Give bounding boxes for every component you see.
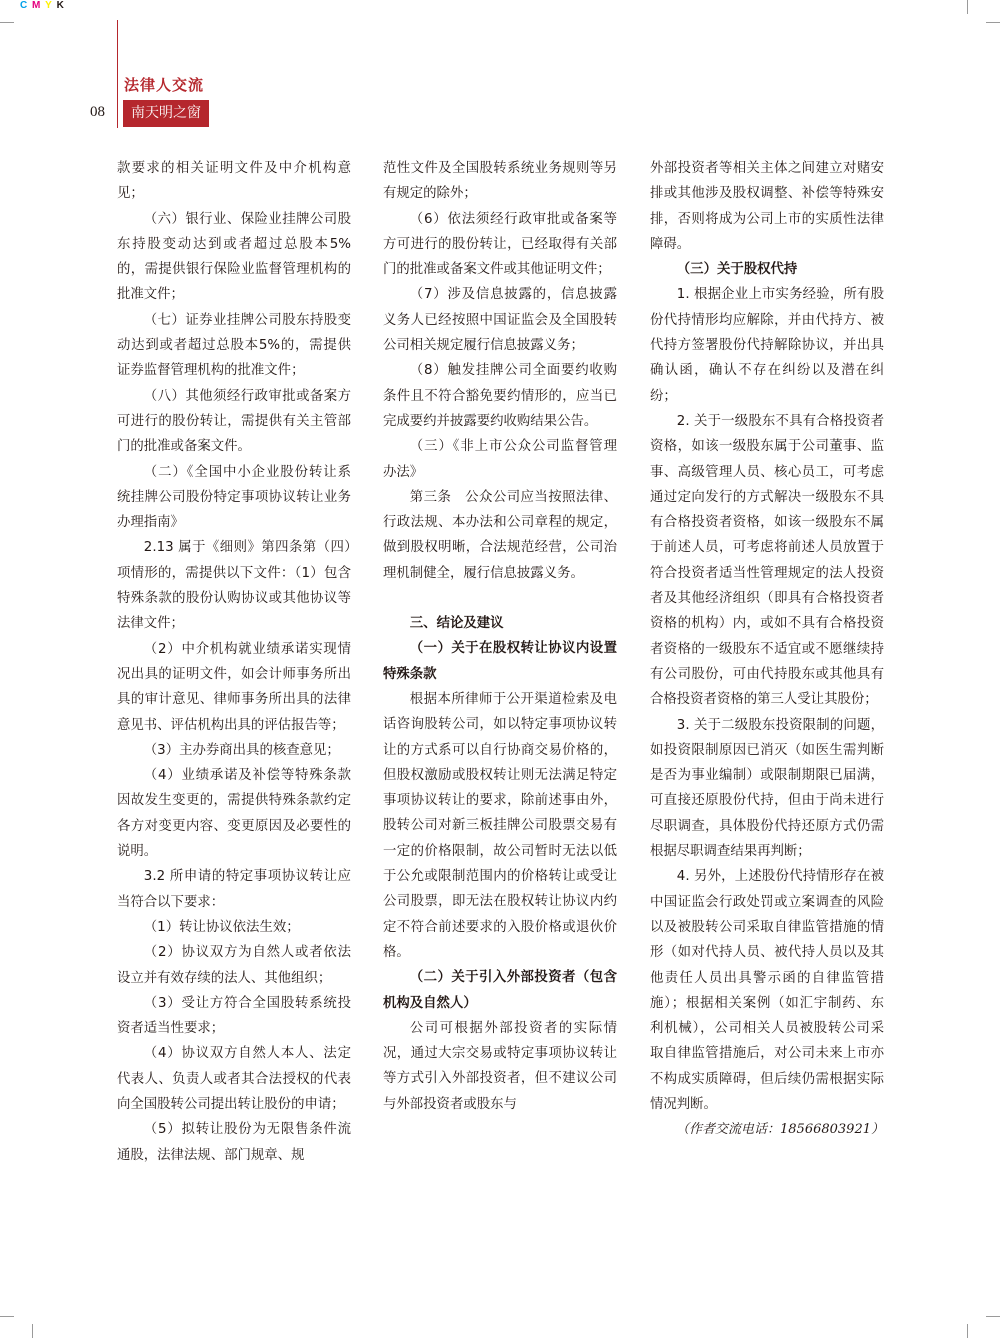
paragraph: 款要求的相关证明文件及中介机构意见；	[117, 161, 351, 202]
chapter-heading: 三、结论及建议	[409, 616, 504, 632]
paragraph: （二）《全国中小企业股份转让系统挂牌公司股份特定事项协议转让业务办理指南》	[117, 464, 351, 531]
page-number: 08	[90, 104, 105, 120]
paragraph: （三）《非上市公众公司监督管理办法》	[383, 439, 617, 480]
author-note: （作者交流电话：18566803921）	[676, 1122, 884, 1138]
paragraph: （2）协议双方为自然人或者依法设立并有效存续的法人、其他组织；	[117, 945, 351, 986]
paragraph: 3.2 所申请的特定事项协议转让应当符合以下要求：	[117, 869, 351, 910]
crop-mark	[0, 22, 14, 23]
crop-mark	[967, 0, 968, 14]
paragraph: （七）证券业挂牌公司股东持股变动达到或者超过总股本5%的，需提供证券监督管理机构的批准文件；	[117, 312, 351, 379]
crop-mark	[986, 22, 1000, 23]
paragraph: 公司可根据外部投资者的实际情况，通过大宗交易或特定事项协议转让等方式引入外部投资者，但不建议公司与外部投资者或股东与	[383, 1020, 617, 1112]
paragraph: （2）中介机构就业绩承诺实现情况出具的证明文件，如会计师事务所出具的审计意见、律师事务所出具的法律意见书、评估机构出具的评估报告等；	[117, 641, 351, 733]
paragraph: 3. 关于二级股东投资限制的问题，如投资限制原因已消灭（如医生需判断是否为事业编制）或限制期限已届满，可直接还原股份代持，但由于尚未进行尽职调查，具体股份代持还原方式仍需根据尽职调查结果再判断；	[650, 717, 884, 860]
section-heading: （二）关于引入外部投资者（包含机构及自然人）	[383, 970, 617, 1011]
paragraph: （5）拟转让股份为无限售条件流通股，法律法规、部门规章、规	[117, 1122, 351, 1163]
paragraph: 2. 关于一级股东不具有合格投资者资格，如该一级股东属于公司董事、监事、高级管理人员、核心员工，可考虑通过定向发行的方式解决一级股东不具有合格投资者资格，如该一级股东不属于前述人员，可考虑将前述人员放置于符合投资者适当性管理规定的法人投资者及其他经济组织（即具有合格投资者资格的机构）内，或如不具有合格投资者资格的一级股东不适宜或不愿继续持有公司股份，可由代持股东或其他具有合格投资者资格的第三人受让其股份；	[650, 413, 884, 708]
header-rule	[117, 20, 118, 128]
cmyk-y: Y	[45, 0, 53, 11]
paragraph: 外部投资者等相关主体之间建立对赌安排或其他涉及股权调整、补偿等特殊安排，否则将成为公司上市的实质性法律障碍。	[650, 161, 884, 252]
paragraph: 4. 另外，上述股份代持情形存在被中国证监会行政处罚或立案调查的风险以及被股转公司采取自律监管措施的情形（如对代持人员、被代持人员以及其他责任人员出具警示函的自律监管措施）；根据相关案例（如汇宇制药、东利机械），公司相关人员被股转公司采取自律监管措施后，对公司未来上市亦不构成实质障碍，但后续仍需根据实际情况判断。	[650, 869, 884, 1112]
journal-title: 法律人交流	[124, 76, 205, 94]
crop-mark	[986, 1316, 1000, 1317]
paragraph: 第三条 公众公司应当按照法律、行政法规、本办法和公司章程的规定，做到股权明晰，合法规范经营，公司治理机制健全，履行信息披露义务。	[383, 489, 617, 581]
cmyk-c: C	[20, 0, 29, 11]
section-heading: （三）关于股权代持	[676, 262, 798, 278]
paragraph: 1. 根据企业上市实务经验，所有股份代持情形均应解除，并由代持方、被代持方签署股份代持解除协议，并出具确认函，确认不存在纠纷以及潜在纠纷；	[650, 287, 884, 404]
cmyk-m: M	[32, 0, 42, 11]
paragraph: （8）触发挂牌公司全面要约收购条件且不符合豁免要约情形的，应当已完成要约并披露要约收购结果公告。	[383, 363, 617, 429]
text-column-right	[650, 156, 884, 1143]
section-heading: （一）关于在股权转让协议内设置特殊条款	[383, 641, 617, 682]
paragraph: （1）转让协议依法生效；	[143, 919, 300, 935]
paragraph: （八）其他须经行政审批或备案方可进行的股份转让，需提供有关主管部门的批准或备案文件。	[117, 388, 351, 455]
paragraph: （7）涉及信息披露的，信息披露义务人已经按照中国证监会及全国股转公司相关规定履行信息披露义务；	[383, 287, 617, 354]
paragraph: 范性文件及全国股转系统业务规则等另有规定的除外；	[383, 161, 617, 202]
paragraph: （4）业绩承诺及补偿等特殊条款因故发生变更的，需提供特殊条款约定各方对变更内容、变更原因及必要性的说明。	[117, 768, 351, 860]
column-name-badge: 南天明之窗	[123, 100, 209, 127]
text-column-left	[117, 156, 351, 1168]
paragraph: （6）依法须经行政审批或备案等方可进行的股份转让，已经取得有关部门的批准或备案文件或其他证明文件；	[383, 211, 617, 278]
crop-mark	[967, 1324, 968, 1338]
paragraph: 2.13 属于《细则》第四条第（四）项情形的，需提供以下文件：（1）包含特殊条款的股份认购协议或其他协议等法律文件；	[117, 540, 351, 632]
paragraph: （3）受让方符合全国股转系统投资者适当性要求；	[117, 995, 351, 1037]
crop-mark	[0, 1316, 14, 1317]
cmyk-print-marks	[20, 0, 65, 11]
text-column-middle	[383, 156, 617, 1117]
paragraph: （3）主办券商出具的核查意见；	[143, 742, 340, 758]
cmyk-k: K	[56, 0, 65, 11]
crop-mark	[32, 1324, 33, 1338]
paragraph: 根据本所律师于公开渠道检索及电话咨询股转公司，如以特定事项协议转让的方式系可以自行协商交易价格的，但股权激励或股权转让则无法满足特定事项协议转让的要求，除前述事由外，股转公司对新三板挂牌公司股票交易有一定的价格限制，故公司暂时无法以低于公允或限制范围内的价格转让或受让公司股票，即无法在股权转让协议内约定不符合前述要求的入股价格或退伙价格。	[383, 691, 617, 960]
paragraph: （六）银行业、保险业挂牌公司股东持股变动达到或者超过总股本5%的，需提供银行保险业监督管理机构的批准文件；	[117, 211, 351, 303]
paragraph: （4）协议双方自然人本人、法定代表人、负责人或者其合法授权的代表向全国股转公司提出转让股份的申请；	[117, 1046, 351, 1112]
